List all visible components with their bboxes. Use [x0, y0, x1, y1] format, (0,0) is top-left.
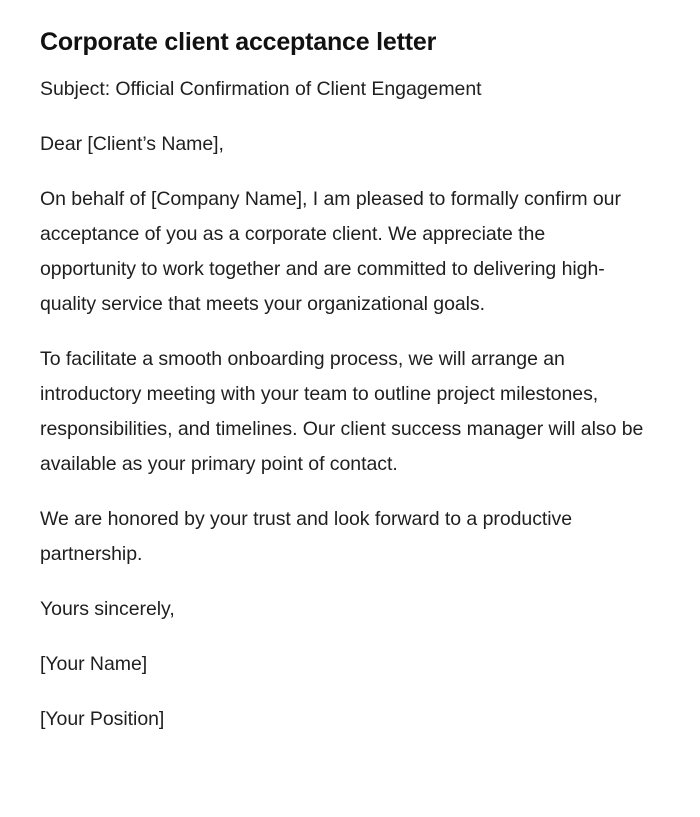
body-paragraph-2: To facilitate a smooth onboarding process, we will arrange an introductory meeting with your team to outline project milestones, responsibilities, and timelines. Our client success manager will also be available as your primary point of contact.: [40, 348, 644, 475]
signature-position: [Your Position]: [40, 708, 165, 730]
body-paragraph-1: On behalf of [Company Name], I am pleased to formally confirm our acceptance of you as a corporate client. We appreciate the opportunity to work together and are committed to delivering high-quality service that meets your organizational goals.: [40, 188, 621, 315]
signature-name: [Your Name]: [40, 653, 148, 675]
letter-body: [40, 72, 646, 737]
closing-salutation: Yours sincerely,: [40, 598, 175, 620]
body-paragraph-3: We are honored by your trust and look forward to a productive partnership.: [40, 508, 573, 565]
subject-line: Subject: Official Confirmation of Client Engagement: [40, 78, 482, 100]
salutation: Dear [Client’s Name],: [40, 133, 224, 155]
page-title: Corporate client acceptance letter: [40, 28, 437, 56]
